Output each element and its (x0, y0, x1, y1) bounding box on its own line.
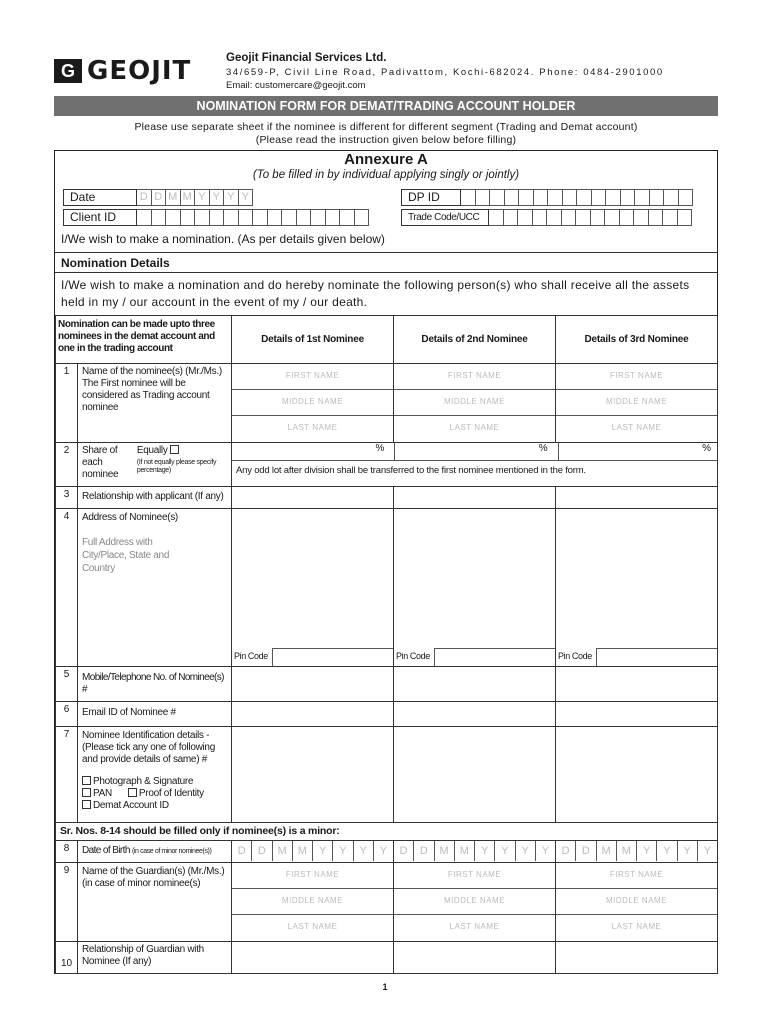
first-name-placeholder: FIRST NAME (394, 863, 555, 889)
dp-id-label: DP ID (401, 189, 461, 206)
last-name-placeholder: LAST NAME (611, 423, 662, 432)
trade-code-field[interactable] (401, 209, 692, 226)
identification-label: Nominee Identification details - (Please tick any one of following and provide details of same) # (82, 730, 215, 765)
table-row (56, 364, 718, 443)
nominee-2-name-input[interactable] (394, 364, 556, 443)
dob-cell[interactable]: Y (657, 841, 677, 861)
client-id-digit-cell[interactable] (181, 209, 196, 226)
nominee-table (55, 315, 718, 974)
last-name-placeholder: LAST NAME (611, 922, 662, 931)
address-label: Address of Nominee(s) (82, 512, 178, 523)
equally-checkbox[interactable] (170, 445, 179, 454)
client-id-digit-cell[interactable] (152, 209, 167, 226)
row-number: 10 (56, 942, 78, 974)
first-name-placeholder: FIRST NAME (394, 364, 555, 390)
trade-code-digit-cell[interactable] (620, 209, 635, 226)
date-label: Date (63, 189, 137, 206)
company-address: 34/659-P, Civil Line Road, Padivattom, Kochi-682024. Phone: 0484-2901000 (226, 67, 664, 78)
trade-code-digit-cell[interactable] (533, 209, 548, 226)
identification-cell (78, 727, 232, 823)
row-number: 1 (56, 364, 78, 443)
letterhead (54, 52, 718, 92)
mobile-2-input[interactable] (394, 667, 556, 702)
form-frame (54, 150, 718, 974)
proof-option-label: Proof of Identity (138, 788, 204, 799)
client-id-digit-cell[interactable] (137, 209, 152, 226)
date-cell[interactable]: Y (239, 189, 254, 206)
table-row (56, 509, 718, 667)
pin-code-input[interactable] (434, 648, 555, 666)
header-2nd-nominee: Details of 2nd Nominee (394, 316, 556, 364)
pin-code-label: Pin Code (396, 651, 430, 661)
id-option-row (82, 788, 227, 800)
address-cell (78, 509, 232, 667)
dp-id-digit-cell[interactable] (476, 189, 491, 206)
dob-cell[interactable]: Y (354, 841, 374, 861)
dob-cell[interactable]: Y (541, 845, 550, 857)
instruction-note (54, 121, 718, 147)
client-id-digit-cell[interactable] (297, 209, 312, 226)
dob-cell[interactable]: D (414, 841, 434, 861)
dp-id-digit-cell[interactable] (534, 189, 549, 206)
pan-checkbox[interactable] (82, 788, 91, 797)
address-3-input[interactable] (556, 509, 718, 667)
date-cell[interactable]: M (181, 189, 196, 206)
logo-wordmark: GEOJIT (87, 56, 192, 86)
instruction-line-2: (Please read the instruction given below before filling) (255, 134, 517, 146)
company-name: Geojit Financial Services Ltd. (226, 52, 387, 64)
client-id-digit-cell[interactable] (239, 209, 254, 226)
first-name-placeholder: FIRST NAME (232, 863, 393, 889)
trade-code-digit-cell[interactable] (562, 209, 577, 226)
share-1-input[interactable] (232, 443, 395, 460)
pin-code-field[interactable] (232, 648, 393, 666)
equally-label: Equally (136, 445, 168, 456)
client-id-field[interactable] (63, 209, 369, 226)
table-row (56, 727, 718, 823)
date-cell[interactable]: D (137, 189, 152, 206)
email-label: Email ID of Nominee # (78, 702, 232, 727)
annexure-title: Annexure A (344, 151, 428, 168)
dp-id-digit-cell[interactable] (505, 189, 520, 206)
trade-code-digit-cell[interactable] (591, 209, 606, 226)
address-2-input[interactable] (394, 509, 556, 667)
date-field[interactable] (63, 189, 253, 206)
dp-id-digit-cell[interactable] (679, 189, 694, 206)
trade-code-digit-cell[interactable] (678, 209, 693, 226)
trade-code-digit-cell[interactable] (605, 209, 620, 226)
demat-option-label: Demat Account ID (93, 800, 169, 811)
mobile-label: Mobile/Telephone No. of Nominee(s) # (78, 667, 232, 702)
dob-cell[interactable]: M (435, 841, 455, 861)
identification-1-input[interactable] (232, 727, 394, 823)
share-cell (78, 443, 232, 487)
table-row (56, 841, 718, 863)
nomination-details-section (55, 252, 717, 273)
guardian-2-name-input[interactable] (394, 863, 556, 942)
last-name-placeholder: LAST NAME (449, 423, 500, 432)
nomination-wish: I/We wish to make a nomination. (As per details given below) (61, 232, 385, 246)
equally-option[interactable] (137, 445, 227, 457)
trade-code-digit-cell[interactable] (518, 209, 533, 226)
email-2-input[interactable] (394, 702, 556, 727)
dob-cell[interactable]: M (273, 841, 293, 861)
trade-code-label: Trade Code/UCC (401, 209, 489, 226)
nominee-1-name-input[interactable] (232, 364, 394, 443)
demat-checkbox[interactable] (82, 800, 91, 809)
trade-code-digit-cell[interactable] (547, 209, 562, 226)
guardian-relationship-3-input[interactable] (556, 942, 718, 974)
date-cell[interactable]: Y (195, 189, 210, 206)
id-option-pan[interactable] (82, 788, 112, 799)
dob-cell[interactable]: Y (703, 845, 712, 857)
dp-id-digit-cell[interactable] (635, 189, 650, 206)
dob-cell[interactable]: Y (313, 841, 333, 861)
pin-code-label: Pin Code (234, 651, 268, 661)
logo-mark-icon: G (54, 59, 82, 83)
dob-cell[interactable]: Y (678, 841, 698, 861)
dp-id-digit-cell[interactable] (664, 189, 679, 206)
relationship-2-input[interactable] (394, 487, 556, 509)
date-cell[interactable]: D (152, 189, 167, 206)
dp-id-digit-cell[interactable] (621, 189, 636, 206)
dob-cell[interactable]: Y (516, 841, 536, 861)
table-row (56, 863, 718, 942)
trade-code-digit-cell[interactable] (504, 209, 519, 226)
client-id-label: Client ID (63, 209, 137, 226)
relationship-1-input[interactable] (232, 487, 394, 509)
section-divider (55, 272, 717, 273)
middle-name-placeholder: MIDDLE NAME (556, 390, 717, 416)
pin-code-input[interactable] (596, 648, 717, 666)
photo-option-label: Photograph & Signature (93, 776, 194, 787)
client-id-digit-cell[interactable] (326, 209, 341, 226)
instruction-line-1: Please use separate sheet if the nominee is different for different segment (Trading and Demat account) (134, 121, 638, 133)
address-hint: Full Address with City/Place, State and Country (82, 537, 170, 574)
nomination-intro: I/We wish to make a nomination and do hereby nominate the following person(s) who shall receive all the assets held in my / our account in the event of my / our death. (61, 278, 690, 309)
client-id-digit-cell[interactable] (210, 209, 225, 226)
id-option-demat[interactable] (82, 800, 227, 812)
dp-id-digit-cell[interactable] (548, 189, 563, 206)
pin-code-field[interactable] (556, 648, 717, 666)
date-cell[interactable]: Y (210, 189, 225, 206)
share-2-input[interactable] (395, 443, 558, 460)
dob-cell[interactable]: D (232, 841, 252, 861)
dob-cell[interactable]: M (293, 841, 313, 861)
pan-option-label: PAN (93, 788, 112, 799)
annexure-subtitle: (To be filled in by individual applying singly or jointly) (252, 169, 520, 181)
pin-code-label: Pin Code (558, 651, 592, 661)
dob-cell[interactable]: Y (333, 841, 353, 861)
last-name-placeholder: LAST NAME (287, 922, 338, 931)
email-3-input[interactable] (556, 702, 718, 727)
row-number: 7 (56, 727, 78, 823)
dp-id-digit-cell[interactable] (577, 189, 592, 206)
middle-name-placeholder: MIDDLE NAME (394, 390, 555, 416)
date-cell[interactable]: M (166, 189, 181, 206)
dob-cell[interactable]: Y (637, 841, 657, 861)
dob-cell[interactable]: M (455, 841, 475, 861)
dp-id-field[interactable] (401, 189, 693, 206)
page-number: 1 (382, 982, 388, 992)
proof-checkbox[interactable] (128, 788, 137, 797)
share-inputs (232, 443, 718, 487)
dp-id-digit-cell[interactable] (519, 189, 534, 206)
header-3rd-nominee: Details of 3rd Nominee (556, 316, 718, 364)
mobile-3-input[interactable] (556, 667, 718, 702)
row-number: 3 (56, 487, 78, 509)
client-id-digit-cell[interactable] (340, 209, 355, 226)
last-name-placeholder: LAST NAME (449, 922, 500, 931)
row-number: 8 (56, 841, 78, 863)
percent-sign: % (538, 443, 548, 454)
trade-code-digit-cell[interactable] (649, 209, 664, 226)
middle-name-placeholder: MIDDLE NAME (556, 889, 717, 915)
percent-sign: % (375, 443, 385, 454)
relationship-label: Relationship with applicant (If any) (78, 487, 232, 509)
trade-code-digit-cell[interactable] (663, 209, 678, 226)
pin-code-input[interactable] (272, 648, 393, 666)
nominee-limit-note: Nomination can be made upto three nominees in the demat account and one in the trading account (56, 316, 232, 364)
middle-name-placeholder: MIDDLE NAME (232, 390, 393, 416)
table-row (56, 443, 718, 487)
middle-name-placeholder: MIDDLE NAME (232, 889, 393, 915)
first-name-placeholder: FIRST NAME (556, 863, 717, 889)
client-id-digit-cell[interactable] (253, 209, 268, 226)
client-id-digit-cell[interactable] (355, 209, 370, 226)
table-row (56, 942, 718, 974)
guardian-3-name-input[interactable] (556, 863, 718, 942)
last-name-placeholder: LAST NAME (287, 423, 338, 432)
guardian-relationship-2-input[interactable] (394, 942, 556, 974)
dob-1-input[interactable] (232, 841, 394, 863)
pin-code-field[interactable] (394, 648, 555, 666)
percent-sign: % (702, 443, 711, 454)
client-id-digit-cell[interactable] (195, 209, 210, 226)
first-name-placeholder: FIRST NAME (232, 364, 393, 390)
dp-id-digit-cell[interactable] (461, 189, 476, 206)
identification-2-input[interactable] (394, 727, 556, 823)
id-option-proof[interactable] (128, 788, 204, 799)
email-1-input[interactable] (232, 702, 394, 727)
photo-checkbox[interactable] (82, 776, 91, 785)
row-number: 9 (56, 863, 78, 942)
dob-cell[interactable]: D (576, 841, 596, 861)
guardian-relationship-1-input[interactable] (232, 942, 394, 974)
dob-label-cell (78, 841, 232, 863)
nominee-3-name-input[interactable] (556, 364, 718, 443)
date-cell[interactable]: Y (224, 189, 239, 206)
row-number: 2 (56, 443, 78, 487)
client-id-digit-cell[interactable] (311, 209, 326, 226)
geojit-logo (54, 58, 191, 84)
dob-hint: (in case of minor nominee(s)) (131, 848, 212, 855)
address-1-input[interactable] (232, 509, 394, 667)
company-details (226, 52, 716, 91)
client-id-digit-cell[interactable] (282, 209, 297, 226)
dp-id-digit-cell[interactable] (592, 189, 607, 206)
trade-code-digit-cell[interactable] (576, 209, 591, 226)
header-1st-nominee: Details of 1st Nominee (232, 316, 394, 364)
guardian-1-name-input[interactable] (232, 863, 394, 942)
minor-note-row (56, 823, 718, 841)
dob-cell[interactable]: Y (475, 841, 495, 861)
dp-id-digit-cell[interactable] (563, 189, 578, 206)
dob-cell[interactable]: D (252, 841, 272, 861)
row-number: 6 (56, 702, 78, 727)
table-row (56, 702, 718, 727)
table-row (56, 487, 718, 509)
odd-lot-note: Any odd lot after division shall be transferred to the first nominee mentioned in the form. (236, 465, 586, 476)
guardian-relationship-label: Relationship of Guardian with Nominee (If any) (78, 942, 232, 974)
dob-cell[interactable]: M (597, 841, 617, 861)
identification-3-input[interactable] (556, 727, 718, 823)
row-number: 5 (56, 667, 78, 702)
client-id-digit-cell[interactable] (166, 209, 181, 226)
client-id-digit-cell[interactable] (268, 209, 283, 226)
table-header-row (56, 316, 718, 364)
dp-id-digit-cell[interactable] (650, 189, 665, 206)
dob-cell[interactable]: D (556, 841, 576, 861)
company-email: Email: customercare@geojit.com (226, 80, 366, 91)
client-id-digit-cell[interactable] (224, 209, 239, 226)
relationship-3-input[interactable] (556, 487, 718, 509)
share-3-input[interactable] (559, 443, 717, 460)
dob-cell[interactable]: D (394, 841, 414, 861)
id-option-photo[interactable] (82, 776, 227, 788)
dob-3-input[interactable] (556, 841, 718, 863)
dob-cell[interactable]: Y (379, 845, 388, 857)
trade-code-digit-cell[interactable] (634, 209, 649, 226)
share-hint: (If not equally please specify percentage) (136, 459, 217, 474)
guardian-name-label: Name of the Guardian(s) (Mr./Ms.) (in case of minor nominee(s) (78, 863, 232, 942)
form-title-banner: NOMINATION FORM FOR DEMAT/TRADING ACCOUNT HOLDER (54, 96, 718, 116)
dob-cell[interactable]: Y (495, 841, 515, 861)
dp-id-digit-cell[interactable] (606, 189, 621, 206)
nomination-details-title: Nomination Details (61, 256, 170, 270)
row-number: 4 (56, 509, 78, 667)
dp-id-digit-cell[interactable] (490, 189, 505, 206)
dob-2-input[interactable] (394, 841, 556, 863)
minor-note: Sr. Nos. 8-14 should be filled only if nominee(s) is a minor: (56, 823, 718, 841)
dob-cell[interactable]: M (617, 841, 637, 861)
middle-name-placeholder: MIDDLE NAME (394, 889, 555, 915)
table-row (56, 667, 718, 702)
mobile-1-input[interactable] (232, 667, 394, 702)
dob-label: Date of Birth (82, 845, 130, 856)
nominee-name-label: Name of the nominee(s) (Mr./Ms.) The First nominee will be considered as Trading account nominee (78, 364, 232, 443)
first-name-placeholder: FIRST NAME (556, 364, 717, 390)
share-label: Share of each nominee (82, 445, 119, 480)
trade-code-digit-cell[interactable] (489, 209, 504, 226)
